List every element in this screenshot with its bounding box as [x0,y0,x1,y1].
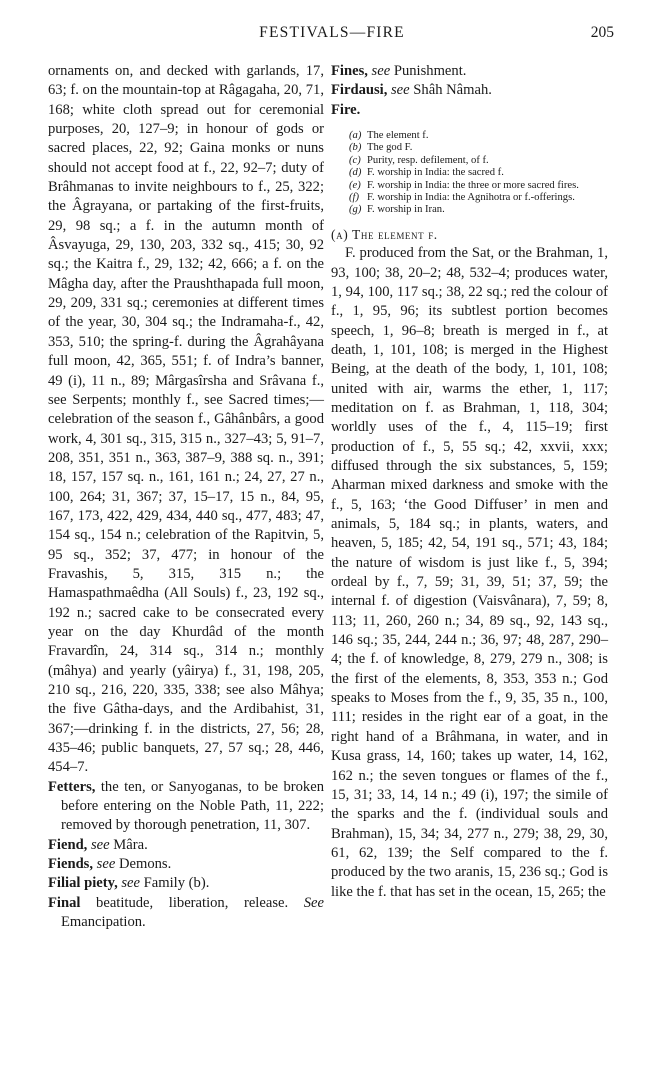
page-header [50,24,614,48]
entry-final-target: Emancipation. [61,914,146,931]
headword-final: Final [48,894,81,911]
entry-fire [331,101,608,120]
subdivision-key: (a) [349,130,362,142]
section-body-element-fire: F. produced from the Sat, or the Brahman, 1, 93, 100; 38, 20–2; 48, 532–4; produces water, 1, 94, 100, 117 sq.; 38, 22 sq.; red the colour of f., 1, 95, 96; its subtlest portion becomes speech, 1, 96–8; breath is merged in f., at death, 1, 101, 108; is merged in the Highest Being, at the death of the body, 1, 101, 108; united with air, warms the ether, 1, 117; meditation on f. as Brahman, 1, 118, 304; worldly uses of the f., 4, 115–19; first production of f., 5, 55 sq.; 42, xxvii, xxx; diffused through the six substances, 5, 159; Aharman mixed darkness and smoke with the f., 5, 163; ‘the Good Diffuser’ in men and animals, 5, 184 sq.; in plants, waters, and heaven, 5, 185; 42, 54, 191 sq., 571; 43, 184; the nature of wisdom is just like f., 5, 394; ordeal by f., 7, 59; 31, 39, 51; 37, 59; the internal f. of digestion (Vaisvânara), 7, 59; 8, 113; 11, 260, 260 n.; 34, 89 sq., 92, 143 sq., 146 sq.; 35, 244, 244 n.; 36, 97; 48, 287, 290–4; the f. of knowledge, 8, 279, 279 n., 308; is the first of the elements, 8, 353, 353 n.; God speaks to Moses from the f., 9, 35, 35 n., 100, 111; resides in the right ear of a goat, in the right hand of a Brâhmana, in water, and in Kusa grass, 14, 160; takes up water, 14, 162, 162 n.; the seven tongues or flames of the f., 15, 31; 33, 14, 14 n.; 49 (i), 197; the simile of the sparks and the f. (individual souls and Brahman), 15, 34; 34, 277 n., 279; 38, 29, 30, 61, 62, 139; the Self compared to the f. produced by the two aranis, 15, 236 sq.; God is like the f. that has set in the ocean, 15, 265; the [331,245,608,900]
running-title: FESTIVALS—FIRE [259,24,405,41]
see-reference: see [87,836,110,853]
entry-fines-text: Punishment. [390,63,467,79]
entry-final-text: beatitude, liberation, release. [80,894,304,911]
headword-firdausi: Firdausi, [331,82,388,99]
headword-filial-piety: Filial piety, [48,875,118,892]
subdivision-text: F. worship in India: the sacred f. [367,167,504,179]
subdivision-item [349,180,608,192]
headword-fiend: Fiend, [48,836,88,853]
entry-fines [331,62,608,81]
headword-fetters: Fetters, [48,778,96,795]
subdivision-text: F. worship in India: the Agnihotra or f.-offerings. [367,192,575,204]
subdivision-key: (c) [349,154,361,166]
entry-fiends-text: Demons. [115,856,172,873]
entry-festivals-continued: ornaments on, and decked with garlands, 17, 63; f. on the mountain-top at Râgagaha, 20, 71, 168; white cloth spread out for ceremonial purposes, 20, 127–9; in honour of gods or sacred places, 22, 92; Gaina monks or nuns should not accept food at f., 22, 92–7; duty of Brâhmanas to invite neighbours to f., 25, 322; the Âgrayana, or partaking of the first-fruits, 29, 98 sq.; a f. in the autumn month of Âsvayuga, 29, 130, 203, 332 sq., 415; 30, 92 sq.; the Kaitra f., 29, 132; 42, 666; a f. on the Mâgha day, after the Praushthapada full moon, 29, 209, 331 sq.; ceremonies at different times of the year, 30, 304 sq.; the Indramaha-f., 42, 353, 510; the spring-f. during the Âgrahâyana full moon, 42, 365, 551; f. of Indra’s banner, 49 (i), 11 n., 89; Mârgasîrsha and Srâvana f., see Serpents; monthly f., see Sacred times;—celebration of the season f., Gâhânbârs, a good work, 4, 301 sq., 315, 315 n., 327–43; 5, 91–7, 208, 351, 351 n., 363, 387–9, 388 sq. n., 391; 18, 157, 157 sq. n., 161, 161 n.; 24, 27, 27 n., 100, 264; 31, 367; 37, 15–17, 15 n., 84, 95, 167, 173, 422, 429, 434, 440 sq., 477, 483; 47, 154 sq., 154 n.; celebration of the Rapitvin, 5, 95 sq., 352; 37, 477; in honour of the Fravashis, 5, 315, 315 n.; the Hamaspathmaêdha (All Souls) f., 23, 192 sq., 192 n.; sacred cake to be consecrated every year on the day Khurdâd of the month Fravardîn, 24, 314 sq., 314 n.; monthly (mâhya) and yearly (yâirya) f., 31, 198, 205, 210 sq., 216, 220, 335, 338; see also Mâhya; the five Gâtha-days, and the Ardibahist, 31, 367;—drinking f. in the districts, 27, 56; 28, 435–46; public banquets, 27, 57 sq.; 28, 446, 454–7. [48,63,324,776]
entry-fetters [48,778,324,836]
see-reference: see [93,856,116,873]
right-column [331,62,608,902]
subdivision-key: (g) [349,204,362,216]
subdivision-item [349,130,608,142]
left-column [48,62,324,932]
entry-fiend-text: Mâra. [109,836,148,853]
subdivision-text: F. worship in Iran. [367,204,445,216]
subdivision-item [349,142,608,154]
entry-fiend [48,836,324,855]
entry-fetters-text: the ten, or Sanyoganas, to be broken before entering on the Noble Path, 11, 222; removed by thorough penetration, 11, 307. [61,778,324,834]
section-heading-element-fire: (a) The element f. [331,226,438,242]
subdivision-text: Purity, resp. defilement, of f. [367,154,489,166]
subdivision-text: The god F. [367,142,413,154]
headword-fines: Fines, [331,63,368,79]
subdivision-item [349,155,608,167]
subdivision-item [349,167,608,179]
see-reference: see [367,63,391,79]
fire-subdivision-list [349,130,608,217]
page-number: 205 [590,24,614,41]
subdivision-text: F. worship in India: the three or more sacred fires. [367,179,579,191]
see-reference: see [117,875,141,892]
subdivision-text: The element f. [367,130,429,142]
entry-filial-piety-text: Family (b). [140,875,210,892]
entry-final [48,894,324,933]
subdivision-key: (b) [349,142,362,154]
subdivision-item [349,192,608,204]
subdivision-key: (f) [349,192,359,204]
subdivision-key: (d) [349,167,362,179]
entry-filial-piety [48,874,324,893]
headword-fiends: Fiends, [48,856,94,873]
subdivision-item [349,204,608,216]
subdivision-key: (e) [349,179,361,191]
entry-fiends [48,855,324,874]
see-reference: See [303,894,324,911]
headword-fire: Fire. [331,101,361,118]
entry-firdausi [331,81,608,100]
entry-firdausi-text: Shâh Nâmah. [409,82,492,99]
see-reference: see [387,82,410,99]
